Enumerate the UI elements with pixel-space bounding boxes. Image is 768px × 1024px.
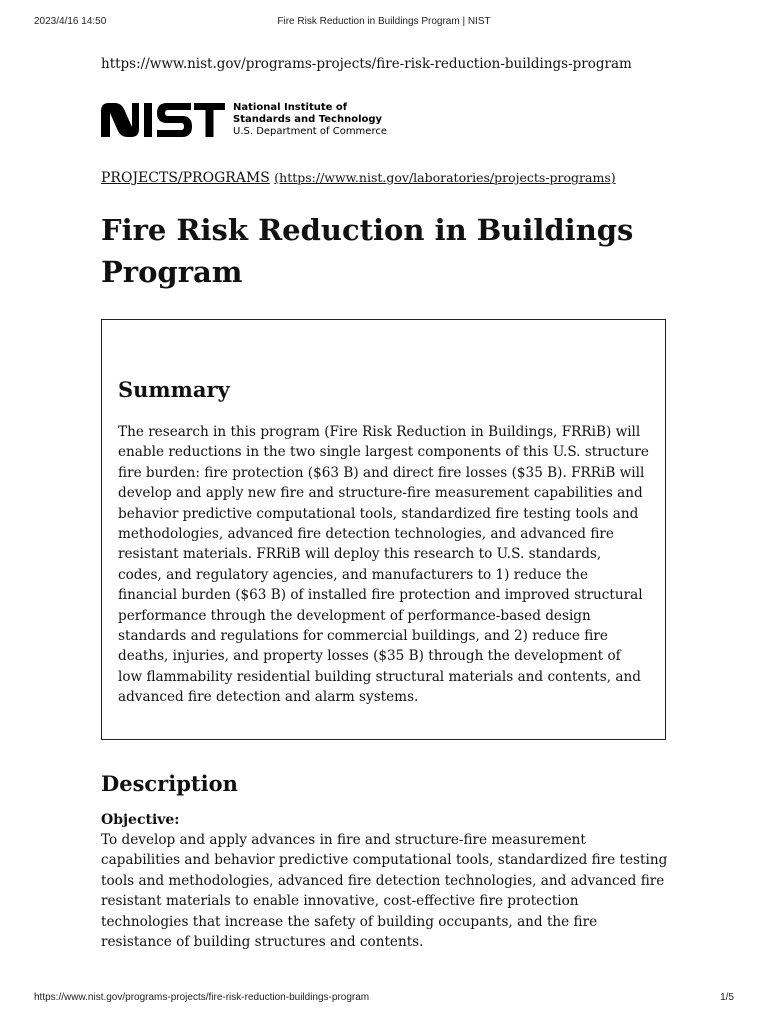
print-datetime: 2023/4/16 14:50 — [34, 16, 107, 27]
logo-line-2: Standards and Technology — [233, 114, 383, 125]
print-title: Fire Risk Reduction in Buildings Program | NIST — [277, 16, 491, 27]
nist-logo-mark-icon — [101, 103, 225, 137]
summary-heading: Summary — [118, 377, 230, 402]
page-number: 1/5 — [720, 992, 734, 1003]
breadcrumb-link[interactable]: PROJECTS/PROGRAMS — [101, 170, 270, 186]
objective-label: Objective: — [101, 812, 180, 828]
summary-box — [101, 319, 666, 740]
page-content — [101, 54, 668, 952]
nist-logo-text — [233, 102, 387, 138]
nist-logo — [101, 101, 668, 139]
breadcrumb-link-url[interactable]: (https://www.nist.gov/laboratories/projects-programs) — [274, 170, 616, 185]
objective-text: To develop and apply advances in fire and structure-fire measurement capabilities and behavior predictive computational tools, standardized fire testing tools and methodologies, advanced fire detection technologies, and advanced fire resistant materials to enable innovative, cost-effective fire protection technologies that increase the safety of building occupants, and the fire resistance of building structures and contents. — [101, 832, 668, 951]
page-title: Fire Risk Reduction in Buildings Program — [101, 213, 634, 289]
logo-line-1: National Institute of — [233, 102, 348, 113]
description-heading: Description — [101, 771, 238, 796]
summary-text: The research in this program (Fire Risk Reduction in Buildings, FRRiB) will enable reductions in the two single largest components of this U.S. structure fire burden: fire protection ($63 B) and direct fire losses ($35 B). FRRiB will develop and apply new fire and structure-fire measurement capabilities and behavior predictive computational tools, standardized fire testing tools and methodologies, advanced fire detection technologies, and advanced fire resistant materials. FRRiB will deploy this research to U.S. standards, codes, and regulatory agencies, and manufacturers to 1) reduce the financial burden ($63 B) of installed fire protection and improved structural performance through the development of performance-based design standards and regulations for commercial buildings, and 2) reduce fire deaths, injuries, and property losses ($35 B) through the development of low flammability residential building structural materials and contents, and advanced fire detection and alarm systems. — [118, 424, 649, 706]
footer-url: https://www.nist.gov/programs-projects/fire-risk-reduction-buildings-program — [34, 992, 370, 1003]
print-footer — [34, 992, 734, 1006]
logo-line-3: U.S. Department of Commerce — [233, 126, 387, 137]
page-url: https://www.nist.gov/programs-projects/fire-risk-reduction-buildings-program — [101, 56, 632, 72]
breadcrumb — [101, 169, 668, 187]
print-header — [34, 16, 734, 30]
